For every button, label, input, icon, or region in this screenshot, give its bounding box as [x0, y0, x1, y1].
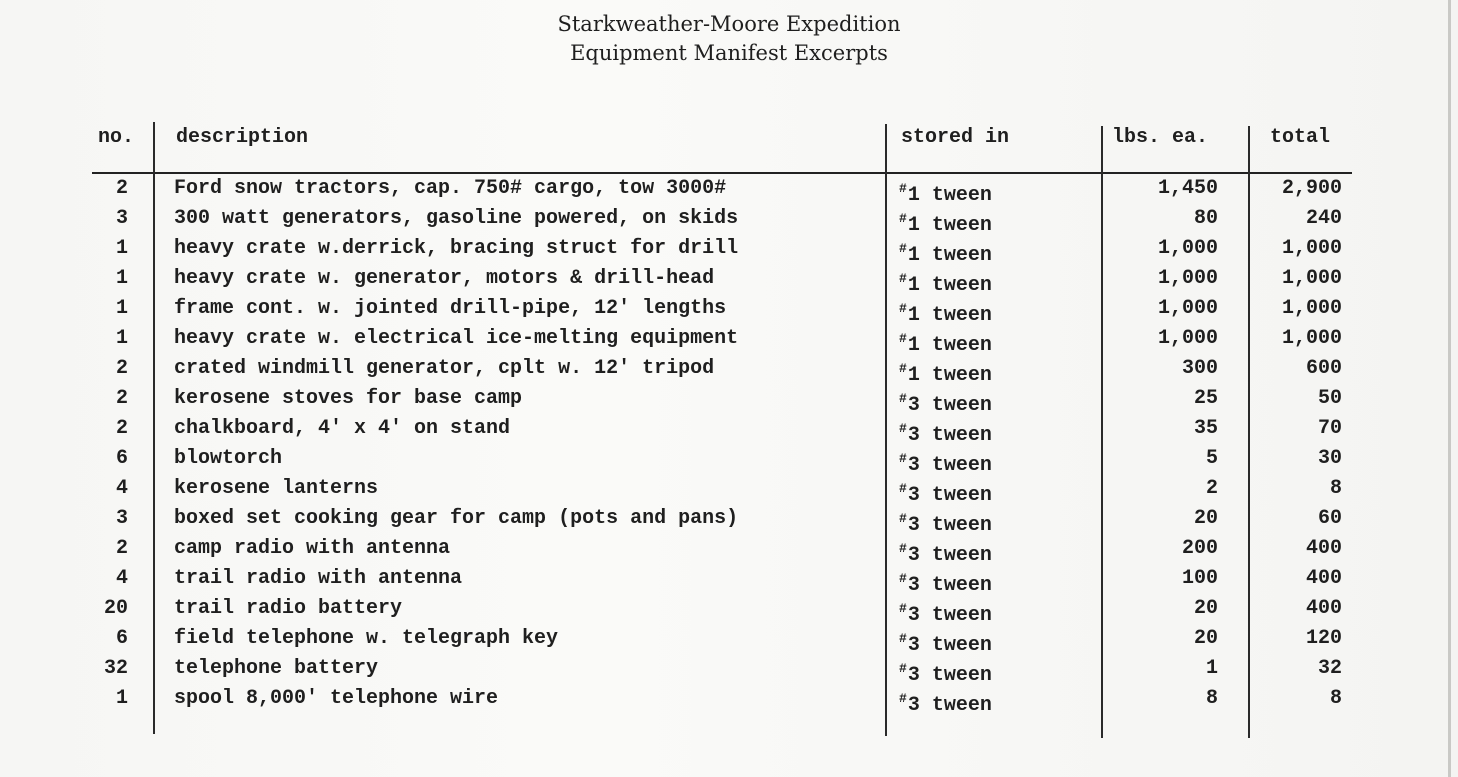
row-description: Ford snow tractors, cap. 750# cargo, tow 3000#	[174, 177, 727, 200]
row-lbs-each: 8	[1205, 687, 1218, 710]
row-stored-in-value: 3 tween	[907, 514, 992, 537]
row-total: 400	[1305, 567, 1342, 590]
row-lbs-each: 20	[1193, 507, 1218, 530]
row-description: chalkboard, 4' x 4' on stand	[174, 417, 511, 440]
row-stored-in-value: 3 tween	[907, 544, 992, 567]
row-lbs-each: 1,450	[1157, 177, 1218, 200]
row-stored-in-value: 3 tween	[907, 634, 992, 657]
number-sign-mark: #	[899, 511, 907, 526]
table-row	[0, 174, 1458, 207]
number-sign-mark: #	[899, 481, 907, 496]
number-sign-mark: #	[899, 241, 907, 256]
row-description: heavy crate w. generator, motors & drill-head	[174, 267, 715, 290]
table-row	[0, 654, 1458, 687]
row-lbs-each: 80	[1193, 207, 1218, 230]
row-total: 2,900	[1281, 177, 1342, 200]
row-quantity: 3	[115, 207, 128, 230]
row-total: 1,000	[1281, 237, 1342, 260]
row-stored-in-value: 3 tween	[907, 454, 992, 477]
row-stored-in-value: 1 tween	[907, 364, 992, 387]
row-description: field telephone w. telegraph key	[174, 627, 559, 650]
row-total: 8	[1329, 477, 1342, 500]
row-quantity: 6	[115, 627, 128, 650]
row-description: blowtorch	[174, 447, 283, 470]
row-lbs-each: 1,000	[1157, 327, 1218, 350]
row-stored-in-value: 3 tween	[907, 424, 992, 447]
table-row	[0, 564, 1458, 597]
row-description: telephone battery	[174, 657, 379, 680]
row-total: 30	[1317, 447, 1342, 470]
row-total: 400	[1305, 537, 1342, 560]
number-sign-mark: #	[899, 181, 907, 196]
row-lbs-each: 35	[1193, 417, 1218, 440]
row-stored-in-value: 3 tween	[907, 484, 992, 507]
header-description: description	[176, 126, 309, 149]
row-quantity: 1	[115, 297, 128, 320]
table-row	[0, 624, 1458, 657]
number-sign-mark: #	[899, 541, 907, 556]
row-stored-in-value: 1 tween	[907, 334, 992, 357]
row-lbs-each: 1	[1205, 657, 1218, 680]
row-stored-in-value: 1 tween	[907, 274, 992, 297]
row-description: boxed set cooking gear for camp (pots and pans)	[174, 507, 739, 530]
row-stored-in-value: 3 tween	[907, 574, 992, 597]
row-lbs-each: 20	[1193, 597, 1218, 620]
header-lbs-each: lbs. ea.	[1112, 126, 1209, 149]
row-description: frame cont. w. jointed drill-pipe, 12' lengths	[174, 297, 727, 320]
table-row	[0, 354, 1458, 387]
row-description: 300 watt generators, gasoline powered, on skids	[174, 207, 739, 230]
row-quantity: 3	[115, 507, 128, 530]
row-quantity: 20	[103, 597, 128, 620]
row-lbs-each: 1,000	[1157, 237, 1218, 260]
header-stored-in: stored in	[901, 126, 1010, 149]
document-title	[0, 10, 1458, 68]
row-stored-in-value: 3 tween	[907, 664, 992, 687]
number-sign-mark: #	[899, 391, 907, 406]
row-description: trail radio with antenna	[174, 567, 463, 590]
row-description: kerosene lanterns	[174, 477, 379, 500]
row-lbs-each: 1,000	[1157, 297, 1218, 320]
row-description: spool 8,000' telephone wire	[174, 687, 499, 710]
row-stored-in-value: 3 tween	[907, 604, 992, 627]
number-sign-mark: #	[899, 451, 907, 466]
row-total: 1,000	[1281, 267, 1342, 290]
row-total: 240	[1305, 207, 1342, 230]
row-quantity: 4	[115, 567, 128, 590]
row-stored-in-value: 1 tween	[907, 304, 992, 327]
row-total: 400	[1305, 597, 1342, 620]
number-sign-mark: #	[899, 601, 907, 616]
number-sign-mark: #	[899, 271, 907, 286]
row-lbs-each: 100	[1181, 567, 1218, 590]
row-quantity: 1	[115, 267, 128, 290]
number-sign-mark: #	[899, 211, 907, 226]
row-total: 70	[1317, 417, 1342, 440]
header-total: total	[1270, 126, 1331, 149]
title-line-1: Starkweather-Moore Expedition	[557, 12, 901, 36]
row-total: 1,000	[1281, 327, 1342, 350]
table-row	[0, 594, 1458, 627]
row-total: 60	[1317, 507, 1342, 530]
table-row	[0, 444, 1458, 477]
row-lbs-each: 2	[1205, 477, 1218, 500]
number-sign-mark: #	[899, 661, 907, 676]
row-description: heavy crate w. electrical ice-melting equipment	[174, 327, 739, 350]
table-row	[0, 474, 1458, 507]
number-sign-mark: #	[899, 421, 907, 436]
title-line-2: Equipment Manifest Excerpts	[570, 41, 888, 65]
table-row	[0, 684, 1458, 717]
row-quantity: 2	[115, 417, 128, 440]
row-quantity: 6	[115, 447, 128, 470]
row-quantity: 1	[115, 687, 128, 710]
table-row	[0, 534, 1458, 567]
table-row	[0, 324, 1458, 357]
row-quantity: 1	[115, 327, 128, 350]
row-quantity: 4	[115, 477, 128, 500]
row-lbs-each: 200	[1181, 537, 1218, 560]
number-sign-mark: #	[899, 571, 907, 586]
row-stored-in-value: 1 tween	[907, 244, 992, 267]
row-lbs-each: 5	[1205, 447, 1218, 470]
row-quantity: 2	[115, 357, 128, 380]
row-description: crated windmill generator, cplt w. 12' tripod	[174, 357, 715, 380]
row-total: 8	[1329, 687, 1342, 710]
row-total: 120	[1305, 627, 1342, 650]
number-sign-mark: #	[899, 691, 907, 706]
table-row	[0, 504, 1458, 537]
number-sign-mark: #	[899, 631, 907, 646]
row-stored-in-value: 3 tween	[907, 694, 992, 717]
row-quantity: 2	[115, 177, 128, 200]
row-total: 32	[1317, 657, 1342, 680]
row-description: trail radio battery	[174, 597, 403, 620]
row-stored-in-value: 3 tween	[907, 394, 992, 417]
row-lbs-each: 300	[1181, 357, 1218, 380]
table-row	[0, 294, 1458, 327]
row-lbs-each: 25	[1193, 387, 1218, 410]
number-sign-mark: #	[899, 301, 907, 316]
row-total: 50	[1317, 387, 1342, 410]
row-stored-in-value: 1 tween	[907, 184, 992, 207]
table-row	[0, 264, 1458, 297]
row-description: kerosene stoves for base camp	[174, 387, 523, 410]
row-quantity: 32	[103, 657, 128, 680]
row-lbs-each: 20	[1193, 627, 1218, 650]
row-description: camp radio with antenna	[174, 537, 451, 560]
number-sign-mark: #	[899, 361, 907, 376]
row-total: 600	[1305, 357, 1342, 380]
row-lbs-each: 1,000	[1157, 267, 1218, 290]
row-quantity: 2	[115, 387, 128, 410]
table-row	[0, 204, 1458, 237]
row-quantity: 2	[115, 537, 128, 560]
row-stored-in	[899, 684, 992, 721]
table-row	[0, 414, 1458, 447]
table-row	[0, 384, 1458, 417]
row-total: 1,000	[1281, 297, 1342, 320]
row-quantity: 1	[115, 237, 128, 260]
row-stored-in-value: 1 tween	[907, 214, 992, 237]
row-description: heavy crate w.derrick, bracing struct for drill	[174, 237, 739, 260]
number-sign-mark: #	[899, 331, 907, 346]
header-no: no.	[98, 126, 135, 149]
table-row	[0, 234, 1458, 267]
